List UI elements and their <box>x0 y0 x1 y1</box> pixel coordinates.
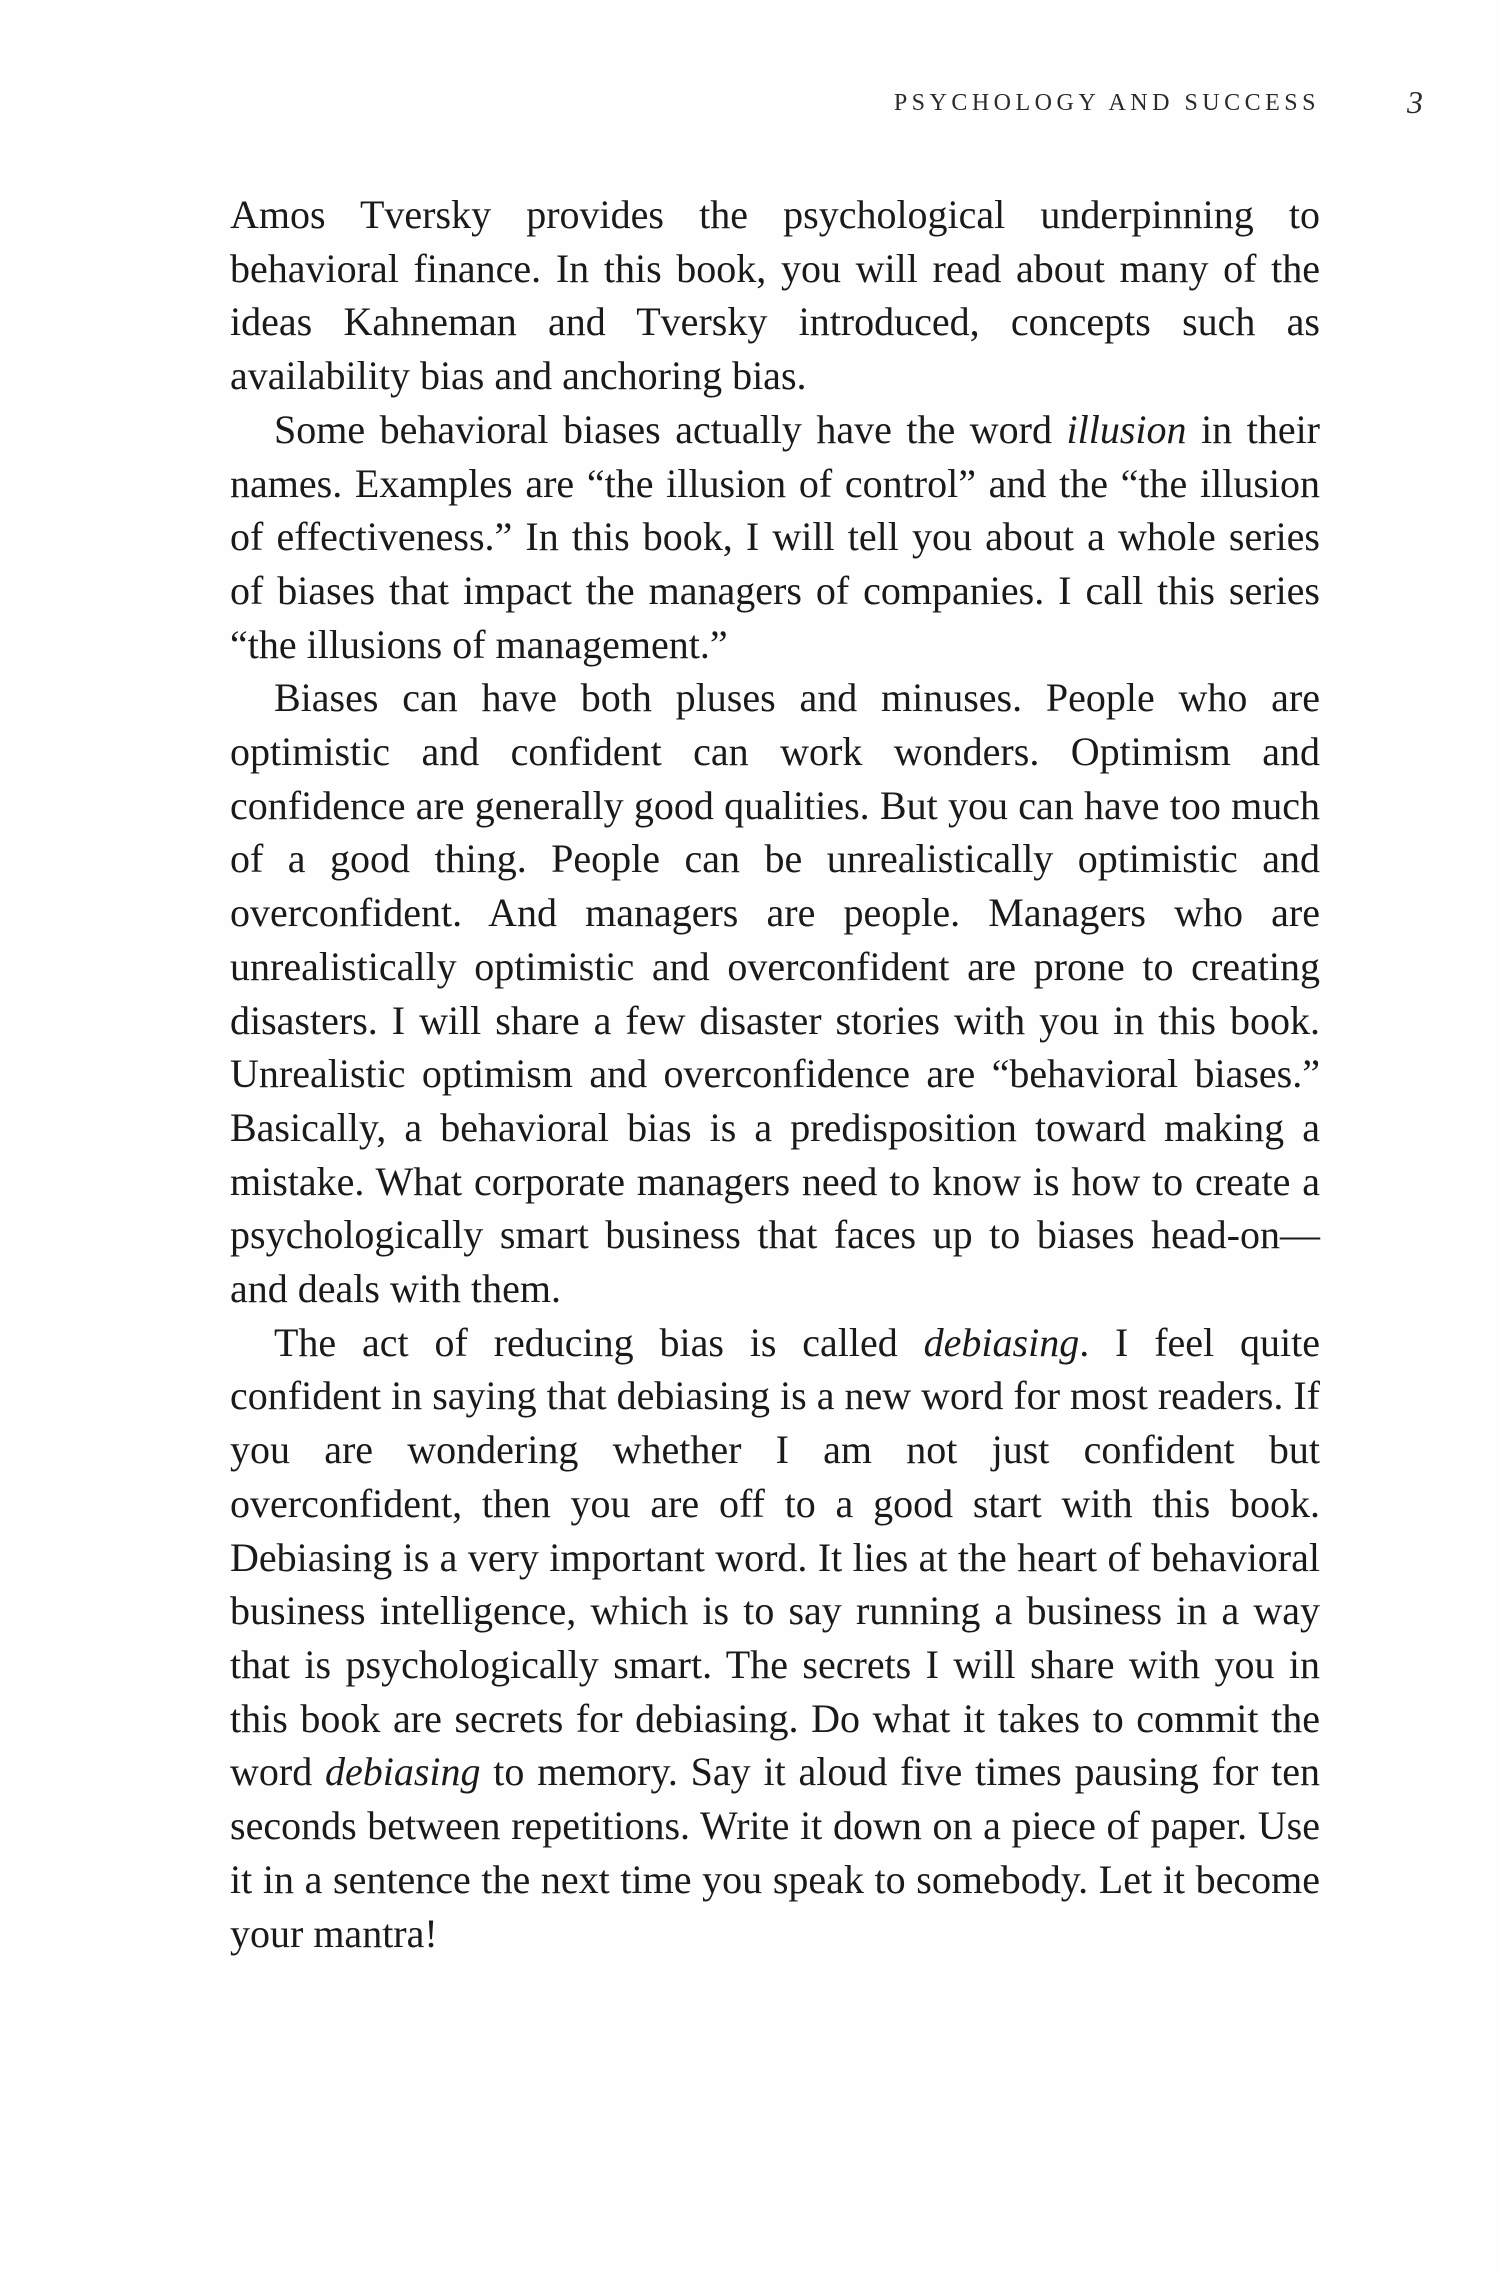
running-head <box>230 84 1423 130</box>
paragraph-1-text: Amos Tversky provides the psychological underpinning to behavioral finance. In this book, you will read about many of the ideas Kahneman and Tversky introduced, concepts such as availability bias and anchoring bias. <box>230 192 1320 399</box>
running-title: PSYCHOLOGY AND SUCCESS <box>893 90 1320 116</box>
paragraph-2-emphasis: illusion <box>1066 406 1187 452</box>
paragraph-2-text-before: Some behavioral biases actually have the word <box>274 406 1067 452</box>
paragraph-4-text-after: to memory. Say it aloud five times pausing for ten seconds between repetitions. Write it down on a piece of paper. Use it in a sentence the next time you speak to somebody. Let it become your mantra! <box>230 1749 1320 1956</box>
paragraph-2 <box>230 403 1320 672</box>
paragraph-2-text-after: in their names. Examples are “the illusion of control” and the “the illusion of effectiveness.” In this book, I will tell you about a whole series of biases that impact the managers of companies. I call this series “the illusions of management.” <box>230 406 1321 667</box>
page-number: 3 <box>1407 84 1423 120</box>
paragraph-4-emphasis: debiasing <box>923 1319 1080 1365</box>
paragraph-4 <box>230 1316 1320 1960</box>
paragraph-4-emphasis-2: debiasing <box>324 1749 481 1795</box>
body-text <box>230 188 1320 1960</box>
paragraph-4-text-before: The act of reducing bias is called <box>274 1319 924 1365</box>
paragraph-3 <box>230 671 1320 1315</box>
paragraph-4-text-middle: . I feel quite confident in saying that debiasing is a new word for most readers. If you are wondering whether I am not just confident but overconfident, then you are off to a good start with this book. Debiasing is a very important word. It lies at the heart of behavioral business intelligence, which is to say running a business in a way that is psychologically smart. The secrets I will share with you in this book are secrets for debiasing. Do what it takes to commit the word <box>230 1319 1321 1795</box>
paragraph-1 <box>230 188 1320 403</box>
paragraph-3-text: Biases can have both pluses and minuses. People who are optimistic and confident can work wonders. Optimism and confidence are generally good qualities. But you can have too much of a good thing. People can be unrealistically optimistic and overconfident. And managers are people. Managers who are unrealistically optimistic and overconfident are prone to creating disasters. I will share a few disaster stories with you in this book. Unrealistic optimism and overconfidence are “behavioral biases.” Basically, a behavioral bias is a predisposition toward making a mistake. What corporate managers need to know is how to create a psychologically smart business that faces up to biases head-on—and deals with them. <box>230 675 1320 1312</box>
